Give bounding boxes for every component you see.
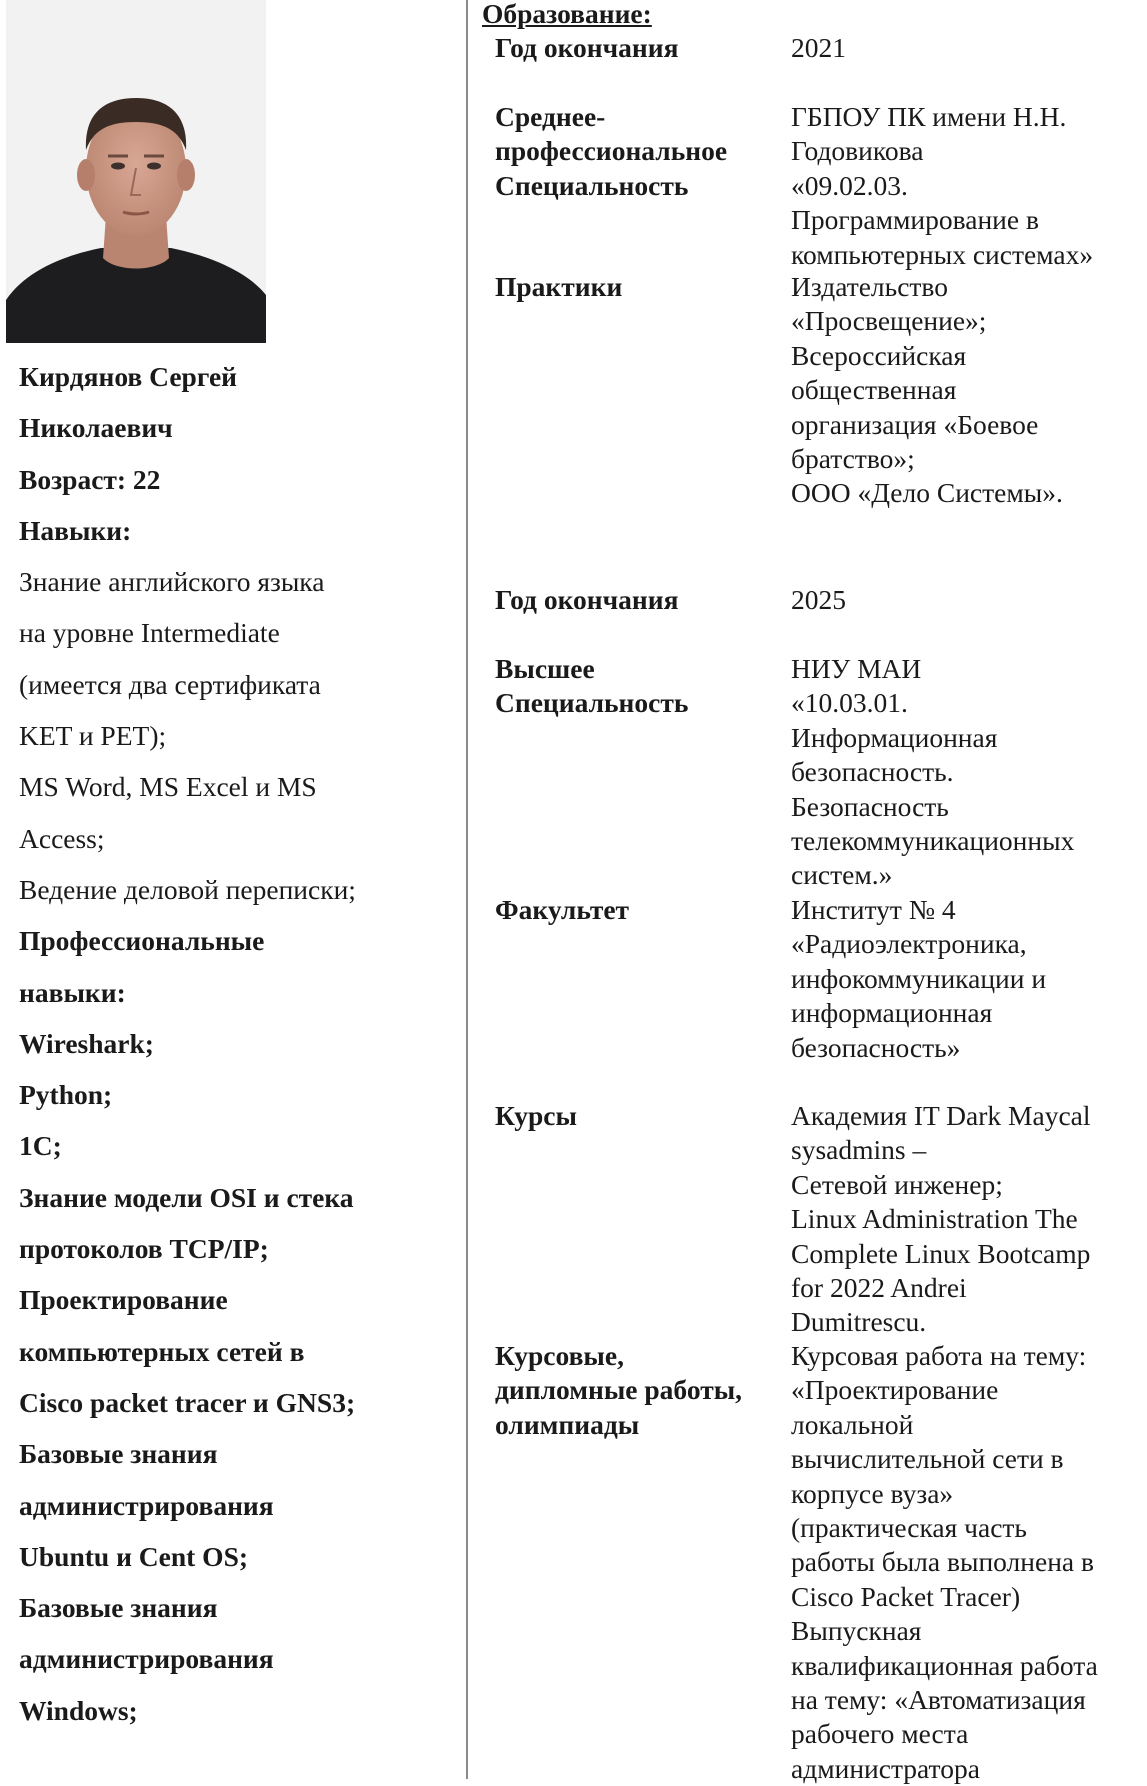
- edu-label: [495, 1339, 785, 1442]
- edu-label-line: Практики: [495, 271, 623, 302]
- skills-list: [19, 357, 459, 1742]
- edu-label-line: Специальность: [495, 687, 689, 719]
- left-line: Windows;: [19, 1694, 138, 1726]
- edu-value: [791, 100, 1147, 272]
- left-line: Wireshark;: [19, 1027, 154, 1059]
- edu-value-line: безопасность»: [791, 1031, 961, 1063]
- edu-label-line: олимпиады: [495, 1408, 640, 1440]
- edu-label-line: Факультет: [495, 894, 630, 925]
- edu-value-line: Cisco Packet Tracer): [791, 1580, 1021, 1612]
- edu-value-line: братство»;: [791, 443, 915, 475]
- edu-label-line: Высшее: [495, 653, 595, 684]
- edu-label: [495, 31, 785, 65]
- edu-value-line: Сетевой инженер;: [791, 1168, 1003, 1200]
- edu-value: [791, 31, 1147, 65]
- edu-value-line: телекоммуникационных: [791, 825, 1075, 857]
- edu-value-line: «Радиоэлектроника,: [791, 928, 1027, 960]
- edu-label-line: Курсы: [495, 1100, 577, 1131]
- left-line: Профессиональные: [19, 925, 265, 957]
- left-line: Базовые знания: [19, 1592, 218, 1624]
- right-column: [470, 0, 1147, 1784]
- edu-value: [791, 1099, 1147, 1340]
- edu-value-line: Институт № 4: [791, 894, 956, 925]
- edu-value: [791, 1339, 1147, 1786]
- left-line: (имеется два сертификата: [19, 668, 321, 700]
- edu-value-line: Complete Linux Bootcamp: [791, 1237, 1091, 1269]
- edu-value-line: организация «Боевое: [791, 408, 1039, 440]
- left-line: Ведение деловой переписки;: [19, 873, 356, 905]
- edu-label-line: дипломные работы,: [495, 1374, 743, 1406]
- edu-value-line: безопасность.: [791, 756, 954, 788]
- edu-label: [495, 652, 785, 721]
- edu-label: [495, 100, 785, 203]
- edu-value-line: локальной: [791, 1408, 914, 1440]
- edu-value-line: Linux Administration The: [791, 1203, 1078, 1235]
- edu-label: [495, 270, 785, 304]
- edu-value-line: «09.02.03.: [791, 169, 908, 201]
- edu-label-line: профессиональное: [495, 135, 728, 167]
- profile-photo: [6, 0, 266, 343]
- edu-value: [791, 270, 1147, 511]
- left-line: на уровне Intermediate: [19, 617, 280, 649]
- edu-value-line: Выпускная: [791, 1615, 922, 1647]
- left-line: Возраст: 22: [19, 463, 161, 495]
- edu-value-line: Всероссийская: [791, 339, 967, 371]
- edu-value-line: 2021: [791, 32, 846, 63]
- edu-value-line: (практическая часть: [791, 1512, 1027, 1544]
- education-title: Образование:: [482, 0, 652, 29]
- left-line: компьютерных сетей в: [19, 1335, 305, 1367]
- edu-value-line: НИУ МАИ: [791, 653, 922, 684]
- left-line: Cisco packet tracer и GNS3;: [19, 1386, 356, 1418]
- left-line: Python;: [19, 1079, 113, 1111]
- edu-value-line: Годовикова: [791, 135, 924, 167]
- left-line: администрирования: [19, 1643, 274, 1675]
- edu-label-line: Специальность: [495, 169, 689, 201]
- edu-value: [791, 652, 1147, 893]
- edu-value-line: «Просвещение»;: [791, 305, 987, 337]
- edu-label-line: Среднее-: [495, 101, 606, 132]
- edu-value-line: ООО «Дело Системы».: [791, 477, 1063, 509]
- edu-value-line: Академия IT Dark Maycal: [791, 1100, 1091, 1131]
- edu-value-line: sysadmins –: [791, 1134, 927, 1166]
- portrait-image: [6, 0, 266, 343]
- edu-value-line: Информационная: [791, 721, 998, 753]
- edu-value-line: систем.»: [791, 859, 893, 891]
- edu-label: [495, 1099, 785, 1133]
- edu-value-line: компьютерных системах»: [791, 238, 1094, 270]
- edu-value-line: Издательство: [791, 271, 948, 302]
- edu-label-line: Год окончания: [495, 32, 679, 63]
- edu-value-line: на тему: «Автоматизация: [791, 1684, 1086, 1716]
- edu-value-line: 2025: [791, 584, 846, 615]
- edu-value-line: рабочего места: [791, 1718, 969, 1750]
- column-divider: [466, 0, 468, 1779]
- edu-value-line: инфокоммуникации и: [791, 962, 1047, 994]
- edu-value-line: информационная: [791, 997, 993, 1029]
- edu-value-line: Dumitrescu.: [791, 1306, 927, 1338]
- left-column: [0, 0, 466, 1779]
- edu-label: [495, 893, 785, 927]
- left-line: Ubuntu и Cent OS;: [19, 1540, 249, 1572]
- left-line: Кирдянов Сергей: [19, 361, 238, 392]
- left-line: Access;: [19, 822, 105, 854]
- left-line: Навыки:: [19, 514, 132, 546]
- edu-value-line: администратора: [791, 1752, 980, 1784]
- edu-value-line: Программирование в: [791, 204, 1039, 236]
- edu-value-line: for 2022 Andrei: [791, 1272, 967, 1304]
- left-line: 1C;: [19, 1130, 62, 1162]
- edu-value-line: Курсовая работа на тему:: [791, 1340, 1087, 1371]
- edu-label-line: Курсовые,: [495, 1340, 624, 1371]
- edu-value-line: ГБПОУ ПК имени Н.Н.: [791, 101, 1067, 132]
- left-line: KET и PET);: [19, 720, 167, 752]
- left-line: администрирования: [19, 1489, 274, 1521]
- left-line: Знание модели OSI и стека: [19, 1181, 354, 1213]
- left-line: Николаевич: [19, 412, 173, 444]
- edu-value-line: общественная: [791, 374, 957, 406]
- left-line: MS Word, MS Excel и MS: [19, 771, 317, 803]
- edu-value-line: вычислительной сети в: [791, 1443, 1064, 1475]
- edu-value: [791, 893, 1147, 1065]
- edu-value-line: Безопасность: [791, 790, 949, 822]
- left-line: Базовые знания: [19, 1438, 218, 1470]
- left-line: Проектирование: [19, 1284, 228, 1316]
- left-line: протоколов TCP/IP;: [19, 1233, 269, 1265]
- edu-value-line: корпусе вуза»: [791, 1477, 954, 1509]
- left-line: Знание английского языка: [19, 566, 325, 598]
- edu-value-line: «10.03.01.: [791, 687, 908, 719]
- edu-label-line: Год окончания: [495, 584, 679, 615]
- edu-value: [791, 583, 1147, 617]
- edu-value-line: работы была выполнена в: [791, 1546, 1094, 1578]
- left-line: навыки:: [19, 976, 126, 1008]
- edu-value-line: «Проектирование: [791, 1374, 999, 1406]
- edu-value-line: квалификационная работа: [791, 1649, 1098, 1681]
- edu-label: [495, 583, 785, 617]
